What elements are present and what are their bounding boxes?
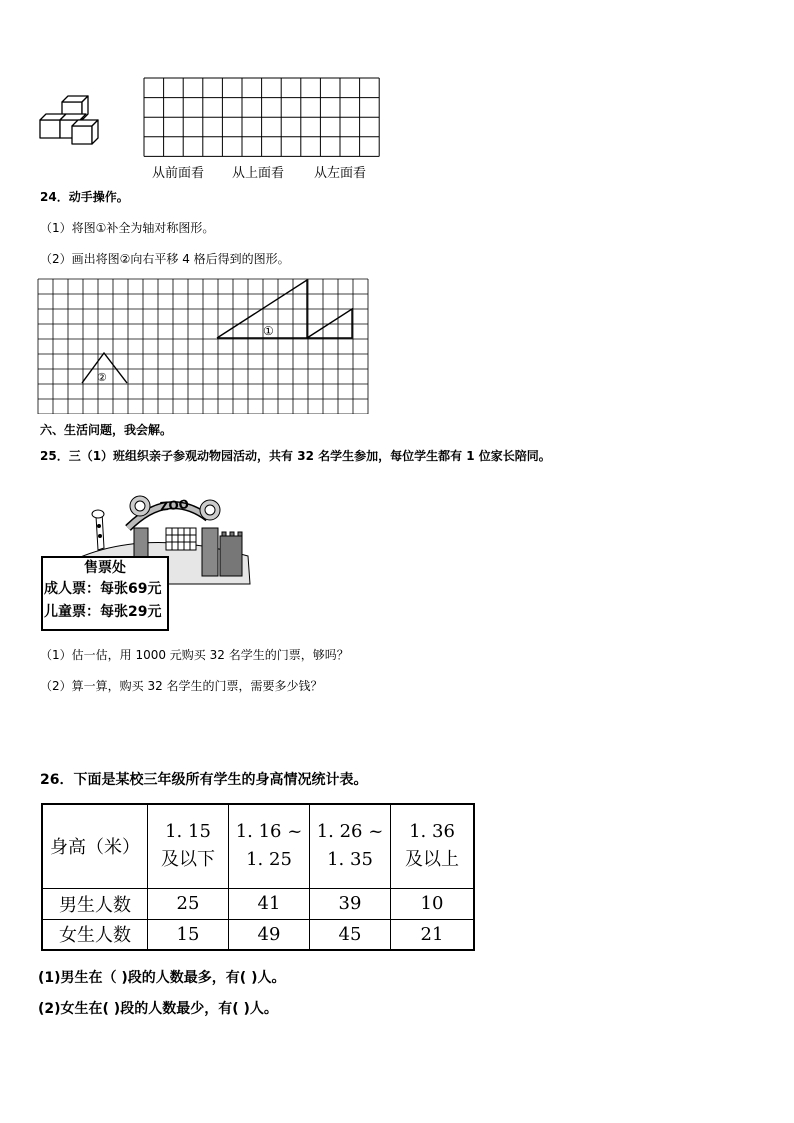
q26-sub2: (2)女生在( )段的人数最少，有( )人。 — [38, 1001, 278, 1017]
q24-sub1: （1）将图①补全为轴对称图形。 — [40, 221, 215, 235]
section-6-title: 六、生活问题，我会解。 — [40, 423, 173, 437]
figure-1-label: ① — [263, 324, 274, 338]
adult-price: 成人票：每张69元 — [44, 581, 162, 597]
q25-sub1: （1）估一估，用 1000 元购买 32 名学生的门票，够吗？ — [40, 648, 349, 662]
table-cell: 49 — [229, 919, 310, 950]
q24-title: 24．动手操作。 — [40, 190, 129, 204]
table-cell: 15 — [148, 919, 229, 950]
table-cell: 10 — [391, 888, 475, 919]
view-label-left: 从左面看 — [314, 166, 367, 181]
q26-title: 26．下面是某校三年级所有学生的身高情况统计表。 — [40, 772, 368, 788]
table-cell: 男生人数 — [42, 888, 148, 919]
height-statistics-table — [41, 803, 475, 951]
table-header-row — [42, 804, 474, 888]
cube-figure — [36, 92, 108, 150]
table-cell: 女生人数 — [42, 919, 148, 950]
figure-2-label: ② — [97, 371, 107, 384]
view-grid — [143, 77, 383, 159]
table-header-cell: 1. 15 及以下 — [148, 804, 229, 888]
zoo-sign: ZOO — [159, 497, 190, 514]
table-row — [42, 919, 474, 950]
table-header-cell: 1. 16 ~ 1. 25 — [229, 804, 310, 888]
giraffe-icon — [92, 510, 104, 550]
table-cell: 39 — [310, 888, 391, 919]
table-cell: 21 — [391, 919, 475, 950]
ticket-header: 售票处 — [84, 560, 126, 576]
ticket-sign — [41, 556, 169, 631]
table-header-cell: 1. 26 ~ 1. 35 — [310, 804, 391, 888]
q25-title: 25．三（1）班组织亲子参观动物园活动，共有 32 名学生参加，每位学生都有 1 位家长陪同。 — [40, 449, 551, 463]
q24-sub2: （2）画出将图②向右平移 4 格后得到的图形。 — [40, 252, 290, 266]
q26-sub1: (1)男生在（ )段的人数最多，有( )人。 — [38, 970, 286, 986]
table-header-cell: 1. 36 及以上 — [391, 804, 475, 888]
child-price: 儿童票：每张29元 — [44, 604, 162, 620]
q25-sub2: （2）算一算，购买 32 名学生的门票，需要多少钱？ — [40, 679, 323, 693]
table-row — [42, 888, 474, 919]
table-cell: 25 — [148, 888, 229, 919]
table-cell: 45 — [310, 919, 391, 950]
drawing-grid — [37, 278, 369, 414]
table-cell: 41 — [229, 888, 310, 919]
view-label-front: 从前面看 — [152, 166, 205, 181]
view-label-top: 从上面看 — [232, 166, 285, 181]
table-header-cell: 身高（米） — [42, 804, 148, 888]
